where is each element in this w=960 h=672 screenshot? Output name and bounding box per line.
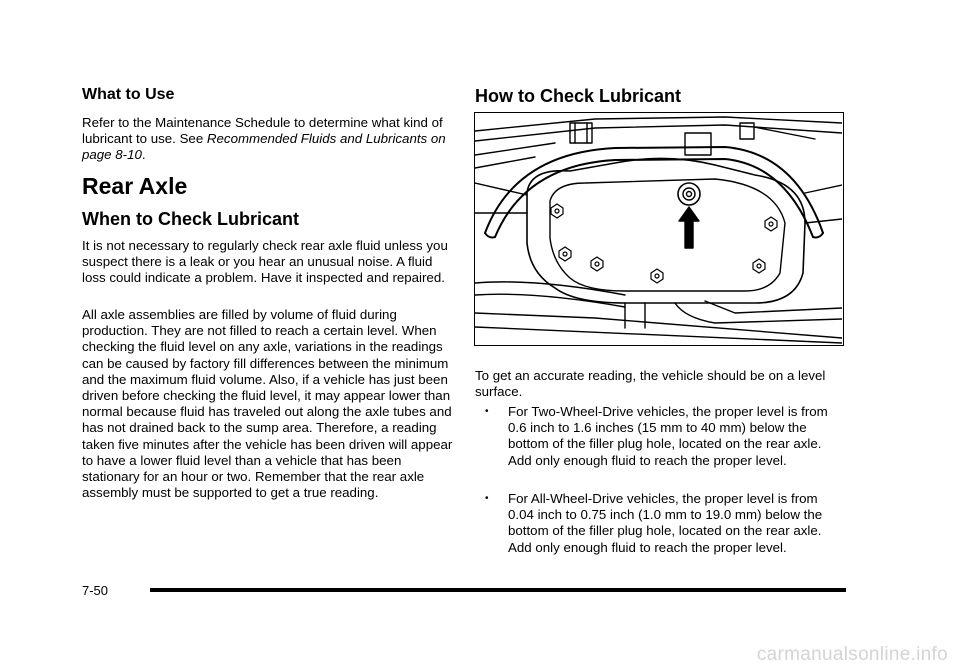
bullet-text: For All-Wheel-Drive vehicles, the proper level is from 0.04 inch to 0.75 inch (1.0 mm to 19.0 mm) below the bottom of the filler plug hole, located on the rear axle. Add only enough fluid to reach the proper level. [508,491,823,555]
rear-axle-illustration [474,112,844,346]
bullet-all-wheel-drive [485,491,846,573]
when-to-check-heading: When to Check Lubricant [82,209,300,229]
what-to-use-text-end: . [141,147,146,163]
what-to-use-heading: What to Use [82,86,175,103]
page-number: 7-50 [82,583,109,598]
watermark: carmanualsonline.info [756,644,948,665]
bullet-text: For Two-Wheel-Drive vehicles, the proper level is from 0.6 inch to 1.6 inches (15 mm to 40 mm) below the bottom of the filler plug hole, located on the rear axle. Add only enough fluid to reach the proper level. [508,404,828,468]
bullet-marker: • [485,406,489,417]
how-to-check-intro: To get an accurate reading, the vehicle should be on a level surface. [475,368,826,400]
when-to-check-paragraph-1: It is not necessary to regularly check rear axle fluid unless you suspect there is a leak or you hear an unusual noise. A fluid loss could indicate a problem. Have it inspected and repaired. [82,238,448,286]
footer-rule [150,588,846,592]
bullet-two-wheel-drive [485,404,846,486]
recommended-fluids-link[interactable]: Recommended Fluids and Lubricants on page 8-10 [82,131,446,163]
bullet-marker: • [485,493,489,504]
what-to-use-paragraph [82,115,454,164]
when-to-check-paragraph-2: All axle assemblies are filled by volume of fluid during production. They are not filled to reach a certain level. When checking the fluid level on any axle, variations in the readings can be caused by factory fill differences between the minimum and the maximum fluid volume. Also, if a vehicle has just been driven before checking the fluid level, it may appear lower than normal because fluid has traveled out along the axle tubes and has not drained back to the sump area. Therefore, a reading taken five minutes after the vehicle has been driven will appear to have a lower fluid level than a vehicle that has been stationary for an hour or two. Remember that the rear axle assembly must be supported to get a true reading. [82,307,453,501]
what-to-use-text: Refer to the Maintenance Schedule to determine what kind of lubricant to use. See [82,115,443,147]
how-to-check-heading: How to Check Lubricant [475,86,682,106]
rear-axle-title: Rear Axle [82,173,188,199]
